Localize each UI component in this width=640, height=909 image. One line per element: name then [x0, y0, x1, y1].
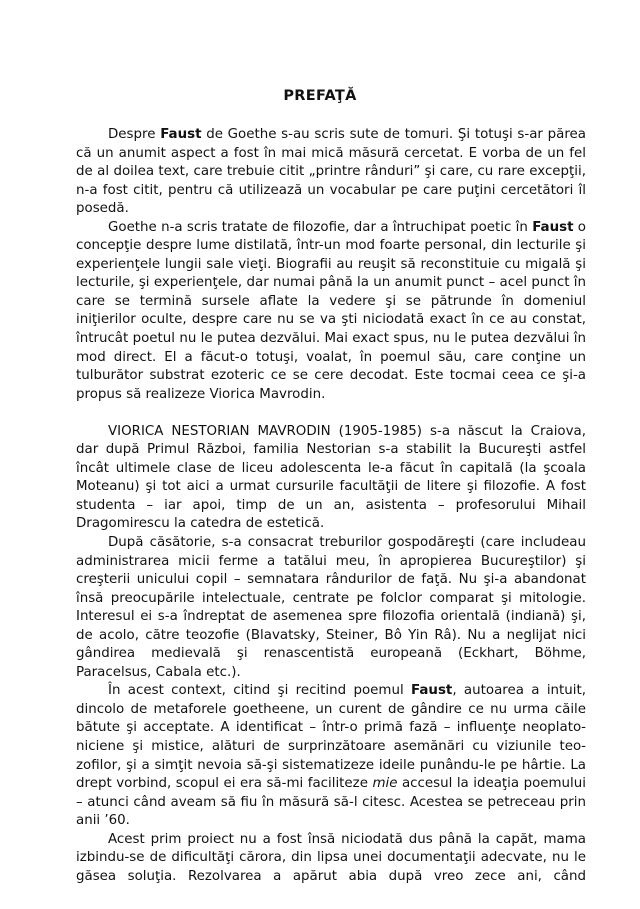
- text-run: În acest context, citind şi recitind poemul: [108, 683, 412, 699]
- paragraph: [76, 682, 586, 830]
- paragraph: [76, 219, 586, 404]
- text-run: de Goethe s-au scris sute de tomuri. Şi totuşi s-ar părea că un anumit aspect a fost în mai mică măsură cercetat. E vorba de un fel de al doilea text, care trebuie citit „printre rânduri” şi care, cu rare excepţii, n-a fost citit, pentru că utilizează un vocabular pe care puţini cercetători îl posedă.: [76, 127, 586, 217]
- paragraph: [76, 126, 586, 219]
- text-run: VIORICA NESTORIAN MAVRODIN (1905-1985) s-a născut la Craiova, dar după Primul Război, familia Nestorian s-a stabilit la Bucureşti astfel încât ultimele clase de liceu adolescenta le-a făcut în capitală (la şcoala Moteanu) şi tot aici a urmat cursurile facultăţii de litere şi filozofie. A fost studenta – iar apoi, timp de un an, asistenta – profesorului Mihail Dragomirescu la catedra de estetică.: [76, 423, 586, 532]
- italic-term: mie: [372, 776, 398, 792]
- text-run: Despre: [108, 127, 161, 142]
- document-body: [76, 126, 586, 886]
- page-title: PREFAŢĂ: [283, 88, 357, 104]
- text-run: Goethe n-a scris tratate de filozofie, dar a întruchipat poetic în: [108, 219, 533, 235]
- text-run: Acest prim proiect nu a fost însă niciodată dus până la capăt, mama izbindu-se de dificultăţi cărora, din lipsa unei documentaţii adecvate, nu le găsea soluţia. Rezolvarea a apărut abia după vreo zece ani, când: [76, 831, 586, 884]
- text-run: După căsătorie, s-a consacrat treburilor gospodăreşti (care includeau administrarea micii ferme a tatălui meu, în apropierea Bucureştilor) şi creşterii unicului copil – semnatara rândurilor de faţă. Nu şi-a abandonat însă preocupările intelectuale, centrate pe folclor comparat şi mitologie. Interesul ei s-a îndreptat de asemenea spre filozofia orientală (indiană) şi, de acolo, către teozofie (Blavatsky, Steiner, Bô Yin Râ). Nu a neglijat nici gândirea medievală şi renascentistă europeană (Eckhart, Böhme, Paracelsus, Cabala etc.).: [76, 534, 586, 680]
- bold-term: Faust: [411, 683, 453, 699]
- text-run: accesul la ideaţia poemului – atunci când aveam să fiu în măsură să-l citesc. Acestea se petreceau prin anii ’60.: [76, 776, 586, 829]
- paragraph: [76, 423, 586, 534]
- text-run: o concepţie despre lume distilată, într-un mod foarte personal, din lecturile şi experienţele lungii sale vieţi. Biografii au reuşit să reconstituie cu migală şi lecturile, şi experienţele, dar numai până la un anumit punct – acel punct în care se termină sursele aflate la vedere şi se pătrunde în domeniul iniţierilor oculte, despre care nu se va şti niciodată exact în ce au constat, întrucât poetul nu le putea dezvălui. Mai exact spus, nu le putea dezvălui în mod direct. El a făcut-o totuşi, voalat, în poemul său, care conţine un tulburător substrat ezoteric ce se cere decodat. Este tocmai ceea ce şi-a propus să realizeze Viorica Mavrodin.: [76, 219, 586, 402]
- paragraph: [76, 831, 586, 887]
- bold-term: Faust: [532, 219, 574, 235]
- paragraph: [76, 534, 586, 682]
- bold-term: Faust: [160, 127, 202, 142]
- text-run: , autoarea a intuit, dincolo de metaforele goetheene, un curent de gândire ce nu urma căile bătute şi acceptate. A identificat – într-o primă fază – influenţe neoplatoniciene şi mistice, alături de surprinzătoare asemănări cu viziunile teozofilor, şi a simţit nevoia să-şi sistematizeze ideile punându-le pe hârtie. La drept vorbind, scopul ei era să-mi faciliteze: [76, 683, 586, 792]
